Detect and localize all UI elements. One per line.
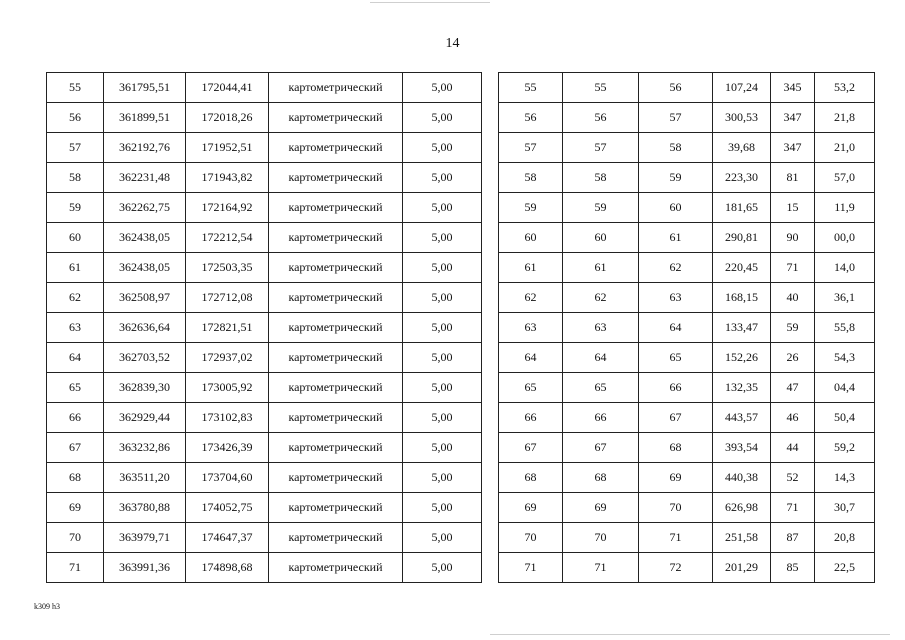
table-cell: 64: [639, 313, 713, 343]
measurements-row: [499, 523, 875, 553]
table-cell: 57: [47, 133, 104, 163]
coordinates-row: [47, 403, 482, 433]
table-cell: 168,15: [713, 283, 771, 313]
table-cell: 72: [639, 553, 713, 583]
table-cell: 67: [563, 433, 639, 463]
table-cell: 60: [499, 223, 563, 253]
table-cell: 58: [47, 163, 104, 193]
table-cell: 393,54: [713, 433, 771, 463]
table-cell: 68: [499, 463, 563, 493]
table-cell: 71: [771, 253, 815, 283]
table-cell: 174052,75: [186, 493, 269, 523]
table-cell: 174898,68: [186, 553, 269, 583]
table-cell: 172937,02: [186, 343, 269, 373]
table-cell: 172212,54: [186, 223, 269, 253]
table-cell: 363780,88: [104, 493, 186, 523]
table-cell: картометрический: [269, 253, 403, 283]
table-cell: 20,8: [815, 523, 875, 553]
table-cell: 39,68: [713, 133, 771, 163]
table-cell: 362929,44: [104, 403, 186, 433]
table-cell: 62: [563, 283, 639, 313]
table-cell: 172712,08: [186, 283, 269, 313]
table-cell: 5,00: [403, 433, 482, 463]
table-cell: 173102,83: [186, 403, 269, 433]
table-cell: 70: [639, 493, 713, 523]
table-cell: 107,24: [713, 73, 771, 103]
table-cell: 59,2: [815, 433, 875, 463]
table-cell: 59: [47, 193, 104, 223]
table-cell: 55: [499, 73, 563, 103]
coordinates-table: [46, 72, 482, 583]
table-cell: 65: [563, 373, 639, 403]
table-cell: картометрический: [269, 193, 403, 223]
table-cell: 69: [499, 493, 563, 523]
measurements-row: [499, 223, 875, 253]
table-cell: 133,47: [713, 313, 771, 343]
table-cell: 5,00: [403, 373, 482, 403]
table-cell: 87: [771, 523, 815, 553]
table-cell: 5,00: [403, 463, 482, 493]
table-cell: 66: [47, 403, 104, 433]
measurements-row: [499, 403, 875, 433]
table-cell: 5,00: [403, 163, 482, 193]
table-cell: 57,0: [815, 163, 875, 193]
table-cell: 40: [771, 283, 815, 313]
table-cell: картометрический: [269, 163, 403, 193]
table-cell: 361899,51: [104, 103, 186, 133]
table-cell: 55: [563, 73, 639, 103]
table-cell: 65: [639, 343, 713, 373]
table-cell: 362508,97: [104, 283, 186, 313]
table-cell: 171952,51: [186, 133, 269, 163]
table-cell: 85: [771, 553, 815, 583]
table-cell: 66: [639, 373, 713, 403]
table-cell: 172164,92: [186, 193, 269, 223]
table-cell: 67: [47, 433, 104, 463]
table-cell: 71: [639, 523, 713, 553]
table-cell: 21,8: [815, 103, 875, 133]
measurements-row: [499, 73, 875, 103]
table-cell: картометрический: [269, 553, 403, 583]
table-cell: 04,4: [815, 373, 875, 403]
table-cell: 63: [499, 313, 563, 343]
table-cell: 67: [499, 433, 563, 463]
table-cell: картометрический: [269, 313, 403, 343]
table-cell: картометрический: [269, 343, 403, 373]
coordinates-row: [47, 133, 482, 163]
coordinates-row: [47, 163, 482, 193]
table-cell: 68: [47, 463, 104, 493]
measurements-row: [499, 433, 875, 463]
table-cell: 220,45: [713, 253, 771, 283]
table-cell: 61: [639, 223, 713, 253]
table-cell: 71: [771, 493, 815, 523]
table-cell: 5,00: [403, 133, 482, 163]
table-cell: 347: [771, 133, 815, 163]
table-cell: 362703,52: [104, 343, 186, 373]
measurements-row: [499, 373, 875, 403]
table-cell: 5,00: [403, 523, 482, 553]
table-cell: 62: [639, 253, 713, 283]
table-cell: картометрический: [269, 133, 403, 163]
scan-artifact-top: [370, 2, 490, 3]
table-cell: 56: [47, 103, 104, 133]
table-cell: 22,5: [815, 553, 875, 583]
table-cell: 59: [563, 193, 639, 223]
measurements-row: [499, 133, 875, 163]
table-cell: 15: [771, 193, 815, 223]
table-cell: 60: [563, 223, 639, 253]
coordinates-row: [47, 253, 482, 283]
table-cell: 69: [47, 493, 104, 523]
footer-code: k309 h3: [34, 602, 60, 611]
table-cell: 363232,86: [104, 433, 186, 463]
measurements-row: [499, 343, 875, 373]
table-cell: 53,2: [815, 73, 875, 103]
table-cell: 26: [771, 343, 815, 373]
table-cell: 63: [47, 313, 104, 343]
table-cell: 443,57: [713, 403, 771, 433]
table-cell: 363511,20: [104, 463, 186, 493]
table-cell: картометрический: [269, 373, 403, 403]
table-cell: 63: [639, 283, 713, 313]
table-cell: 71: [499, 553, 563, 583]
table-cell: 59: [771, 313, 815, 343]
table-cell: 68: [639, 433, 713, 463]
table-cell: 61: [499, 253, 563, 283]
table-cell: 5,00: [403, 313, 482, 343]
table-cell: картометрический: [269, 103, 403, 133]
table-cell: 57: [563, 133, 639, 163]
measurements-row: [499, 103, 875, 133]
table-cell: 36,1: [815, 283, 875, 313]
table-cell: 5,00: [403, 223, 482, 253]
coordinates-row: [47, 523, 482, 553]
table-cell: 5,00: [403, 493, 482, 523]
table-cell: 5,00: [403, 343, 482, 373]
coordinates-row: [47, 433, 482, 463]
table-cell: картометрический: [269, 223, 403, 253]
table-cell: 362839,30: [104, 373, 186, 403]
table-cell: 70: [499, 523, 563, 553]
table-cell: 5,00: [403, 553, 482, 583]
table-cell: 59: [499, 193, 563, 223]
table-cell: 363979,71: [104, 523, 186, 553]
table-cell: 172821,51: [186, 313, 269, 343]
table-cell: 152,26: [713, 343, 771, 373]
table-cell: 201,29: [713, 553, 771, 583]
table-cell: 58: [499, 163, 563, 193]
table-cell: 71: [47, 553, 104, 583]
table-cell: 62: [499, 283, 563, 313]
table-cell: картометрический: [269, 433, 403, 463]
table-cell: 223,30: [713, 163, 771, 193]
table-cell: 56: [499, 103, 563, 133]
table-cell: 172044,41: [186, 73, 269, 103]
coordinates-row: [47, 553, 482, 583]
table-cell: 11,9: [815, 193, 875, 223]
table-cell: 347: [771, 103, 815, 133]
table-cell: 56: [563, 103, 639, 133]
table-cell: 55: [47, 73, 104, 103]
table-cell: 345: [771, 73, 815, 103]
table-cell: 70: [47, 523, 104, 553]
table-cell: 63: [563, 313, 639, 343]
table-cell: 62: [47, 283, 104, 313]
coordinates-row: [47, 373, 482, 403]
coordinates-row: [47, 73, 482, 103]
table-cell: 55,8: [815, 313, 875, 343]
table-cell: 173005,92: [186, 373, 269, 403]
page-number: 14: [445, 36, 460, 51]
coordinates-row: [47, 343, 482, 373]
table-cell: 174647,37: [186, 523, 269, 553]
table-cell: 171943,82: [186, 163, 269, 193]
table-cell: 66: [563, 403, 639, 433]
measurements-table-body: [499, 73, 875, 583]
table-cell: 362192,76: [104, 133, 186, 163]
table-cell: 21,0: [815, 133, 875, 163]
table-cell: 5,00: [403, 403, 482, 433]
table-cell: 54,3: [815, 343, 875, 373]
table-cell: 362438,05: [104, 223, 186, 253]
table-cell: 44: [771, 433, 815, 463]
table-cell: 66: [499, 403, 563, 433]
table-cell: 56: [639, 73, 713, 103]
table-cell: 5,00: [403, 193, 482, 223]
measurements-row: [499, 463, 875, 493]
table-cell: 14,0: [815, 253, 875, 283]
table-cell: 60: [639, 193, 713, 223]
table-cell: 47: [771, 373, 815, 403]
table-cell: 251,58: [713, 523, 771, 553]
table-cell: картометрический: [269, 463, 403, 493]
table-cell: 81: [771, 163, 815, 193]
coordinates-row: [47, 463, 482, 493]
table-cell: 90: [771, 223, 815, 253]
coordinates-row: [47, 283, 482, 313]
table-cell: 290,81: [713, 223, 771, 253]
coordinates-row: [47, 193, 482, 223]
table-cell: 50,4: [815, 403, 875, 433]
table-cell: картометрический: [269, 403, 403, 433]
table-cell: 70: [563, 523, 639, 553]
table-cell: 300,53: [713, 103, 771, 133]
table-cell: 362231,48: [104, 163, 186, 193]
table-cell: 363991,36: [104, 553, 186, 583]
table-cell: 71: [563, 553, 639, 583]
table-cell: картометрический: [269, 283, 403, 313]
table-cell: 172503,35: [186, 253, 269, 283]
table-cell: картометрический: [269, 73, 403, 103]
measurements-row: [499, 553, 875, 583]
table-cell: 65: [499, 373, 563, 403]
table-cell: 64: [563, 343, 639, 373]
table-cell: 57: [499, 133, 563, 163]
table-cell: 173426,39: [186, 433, 269, 463]
table-cell: 5,00: [403, 73, 482, 103]
table-cell: картометрический: [269, 493, 403, 523]
table-cell: 440,38: [713, 463, 771, 493]
table-cell: 626,98: [713, 493, 771, 523]
table-cell: 58: [563, 163, 639, 193]
table-cell: 362262,75: [104, 193, 186, 223]
table-cell: 64: [499, 343, 563, 373]
table-cell: 5,00: [403, 103, 482, 133]
table-cell: 61: [47, 253, 104, 283]
table-cell: 59: [639, 163, 713, 193]
table-cell: 58: [639, 133, 713, 163]
table-cell: 69: [563, 493, 639, 523]
measurements-row: [499, 253, 875, 283]
table-cell: 173704,60: [186, 463, 269, 493]
table-cell: 46: [771, 403, 815, 433]
table-cell: 14,3: [815, 463, 875, 493]
coordinates-row: [47, 103, 482, 133]
table-cell: 52: [771, 463, 815, 493]
table-cell: 57: [639, 103, 713, 133]
table-cell: 172018,26: [186, 103, 269, 133]
table-cell: 132,35: [713, 373, 771, 403]
table-cell: 00,0: [815, 223, 875, 253]
measurements-table: [498, 72, 875, 583]
table-cell: 65: [47, 373, 104, 403]
table-cell: 69: [639, 463, 713, 493]
table-cell: 68: [563, 463, 639, 493]
coordinates-row: [47, 313, 482, 343]
measurements-row: [499, 163, 875, 193]
measurements-row: [499, 313, 875, 343]
measurements-row: [499, 493, 875, 523]
table-cell: 60: [47, 223, 104, 253]
coordinates-row: [47, 493, 482, 523]
table-cell: 362438,05: [104, 253, 186, 283]
table-cell: 361795,51: [104, 73, 186, 103]
table-cell: 61: [563, 253, 639, 283]
measurements-row: [499, 193, 875, 223]
measurements-row: [499, 283, 875, 313]
table-cell: 181,65: [713, 193, 771, 223]
coordinates-row: [47, 223, 482, 253]
table-cell: 362636,64: [104, 313, 186, 343]
scan-artifact-bottom: [490, 634, 890, 635]
coordinates-table-body: [47, 73, 482, 583]
table-cell: картометрический: [269, 523, 403, 553]
table-cell: 67: [639, 403, 713, 433]
table-cell: 64: [47, 343, 104, 373]
table-cell: 5,00: [403, 253, 482, 283]
table-cell: 5,00: [403, 283, 482, 313]
table-cell: 30,7: [815, 493, 875, 523]
